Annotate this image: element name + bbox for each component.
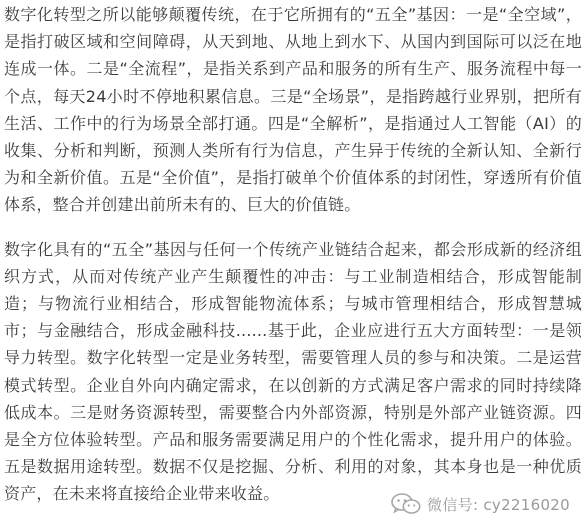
watermark-text: 微信号: cy2216020 [427,495,570,514]
paragraph-five-genes: 数字化转型之所以能够颠覆传统，在于它所拥有的“五全”基因：一是“全空域”，是指打破区域和空间障碍，从天到地、从地上到水下、从国内到国际可以泛在地连成一体。二是“全流程”，是指关系到产品和服务的所有生产、服务流程中每一个点，每天24小时不停地积累信息。三是“全场景”，是指跨越行业界别，把所有生活、工作中的行为场景全部打通。四是“全解析”，是指通过人工智能（AI）的收集、分析和判断，预测人类所有行为信息，产生异于传统的全新认知、全新行为和全新价值。五是“全价值”，是指打破单个价值体系的封闭性，穿透所有价值体系，整合并创建出前所未有的、巨大的价值链。 [4,5,582,215]
wechat-watermark [387,492,574,516]
paragraph-five-transformations: 数字化具有的“五全”基因与任何一个传统产业链结合起来，都会形成新的经济组织方式，从而对传统产业产生颠覆性的冲击：与工业制造相结合，形成智能制造；与物流行业相结合，形成智能物流体系；与城市管理相结合，形成智慧城市；与金融结合，形成金融科技......基于此，企业应进行五大方面转型：一是领导力转型。数字化转型一定是业务转型，需要管理人员的参与和决策。二是运营模式转型。企业自外向内确定需求，在以创新的方式满足客户需求的同时持续降低成本。三是财务资源转型，需要整合内外部资源，特别是外部产业链资源。四是全方位体验转型。产品和服务需要满足用户的个性化需求，提升用户的体验。五是数据用途转型。数据不仅是挖掘、分析、利用的对象，其本身也是一种优质资产，在未来将直接给企业带来收益。 [4,239,582,504]
wechat-icon [391,493,421,515]
article-body [4,1,582,508]
